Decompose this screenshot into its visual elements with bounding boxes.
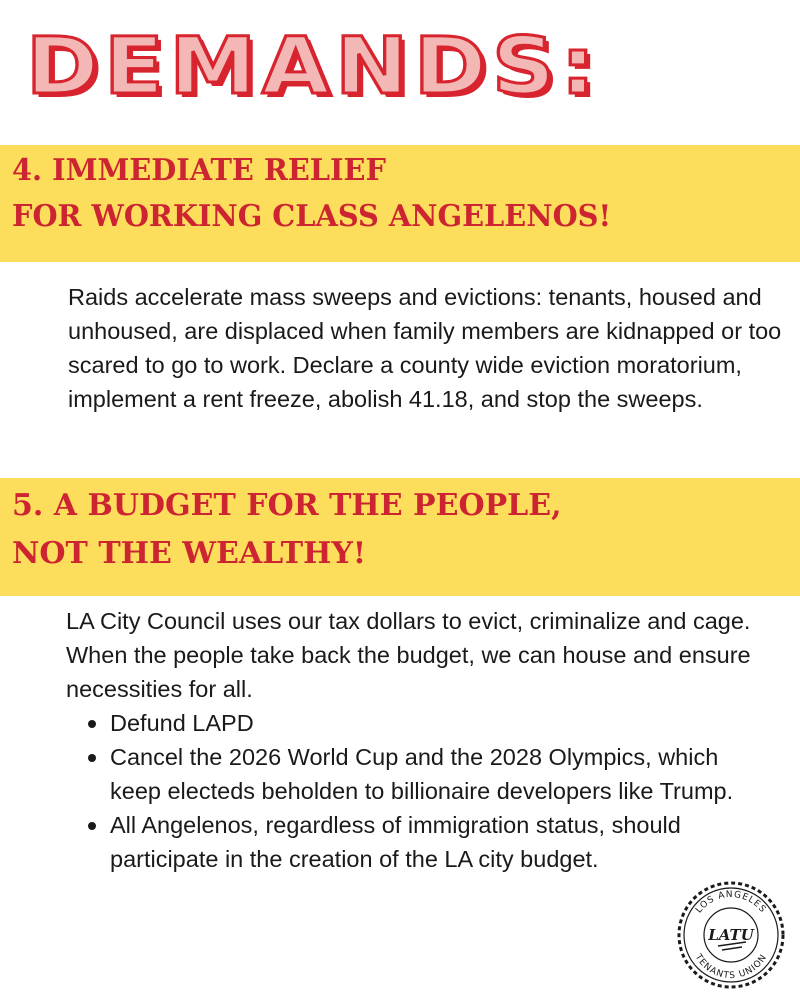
demand-4-body: Raids accelerate mass sweeps and evictions: tenants, housed and unhoused, are displaced when family members are kidnapped or too scared to go to work. Declare a county wide eviction moratorium, implement a rent freeze, abolish 41.18, and stop the sweeps. xyxy=(68,284,782,412)
page-title: DEMANDS: xyxy=(26,22,602,112)
bullet-icon xyxy=(88,720,96,728)
list-item xyxy=(82,706,762,740)
demand-5-bullet-list xyxy=(82,706,762,876)
latu-seal-logo xyxy=(676,880,786,990)
demand-4-heading-line2: FOR WORKING CLASS ANGELENOS! xyxy=(12,199,612,234)
demand-5-heading-line2: NOT THE WEALTHY! xyxy=(12,536,367,571)
bullet-text: All Angelenos, regardless of immigration status, should participate in the creation of the LA city budget. xyxy=(110,812,681,872)
demand-5-body: LA City Council uses our tax dollars to evict, criminalize and cage. When the people take back the budget, we can house and ensure necessities for all. xyxy=(66,608,751,702)
demand-4-heading-line1: 4. IMMEDIATE RELIEF xyxy=(12,153,386,188)
list-item xyxy=(82,740,762,808)
seal-ring-top-text: LOS ANGELES xyxy=(694,889,768,916)
bullet-text: Cancel the 2026 World Cup and the 2028 Olympics, which keep electeds beholden to billionaire developers like Trump. xyxy=(110,744,734,804)
demand-5-heading-band xyxy=(0,478,800,596)
demand-5-heading-line1: 5. A BUDGET FOR THE PEOPLE, xyxy=(12,488,562,523)
bullet-icon xyxy=(88,822,96,830)
bullet-icon xyxy=(88,754,96,762)
list-item xyxy=(82,808,762,876)
bullet-text: Defund LAPD xyxy=(110,710,254,736)
demand-4-heading-band xyxy=(0,145,800,262)
seal-center-text: LATU xyxy=(708,926,754,944)
seal-ring-bottom-text: TENANTS UNION xyxy=(692,952,770,982)
